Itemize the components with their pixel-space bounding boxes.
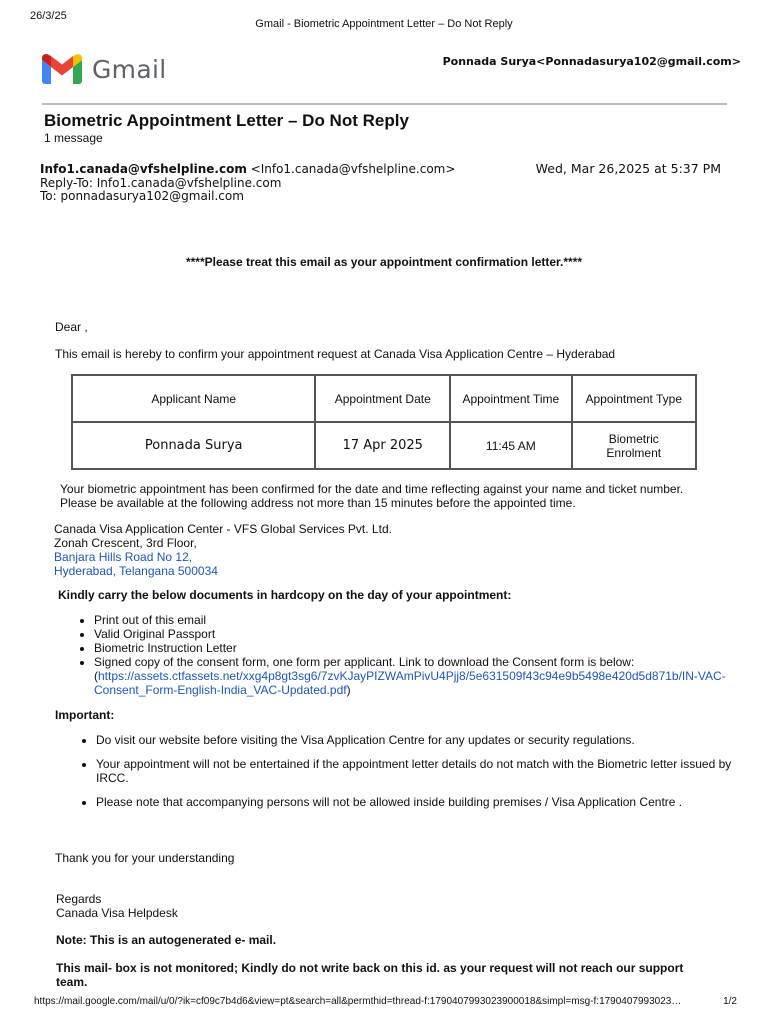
mailbox-notice: This mail- box is not monitored; Kindly do not write back on this id. as your request will not reach our support team. (56, 961, 684, 989)
list-item: • Valid Original Passport (94, 627, 734, 641)
important-heading: Important: (55, 708, 115, 722)
sender-address: <Info1.canada@vfshelpline.com> (246, 162, 456, 176)
documents-list (76, 613, 734, 697)
list-item: • Do visit our website before visiting the Visa Application Centre for any updates or security regulations. (96, 733, 736, 747)
vac-address (54, 522, 392, 578)
consent-form-text: Signed copy of the consent form, one form per applicant. Link to download the Consent form is below: (94, 655, 635, 669)
print-date: 26/3/25 (30, 10, 67, 22)
list-item: • Your appointment will not be entertained if the appointment letter details do not match with the Biometric letter issued by IRCC. (96, 757, 736, 785)
list-item (94, 655, 734, 697)
page-number: 1/2 (723, 996, 737, 1007)
link-paren-close: ) (346, 683, 351, 697)
print-url: https://mail.google.com/mail/u/0/?ik=cf09c7b4d6&view=pt&search=all&permthid=thread-f:1790407993023900018&simpl=msg-f:1790407993023… (34, 996, 682, 1007)
header-divider (42, 103, 727, 105)
address-line-3[interactable]: Banjara Hills Road No 12, (54, 550, 193, 564)
autogenerated-note: Note: This is an autogenerated e- mail. (56, 933, 277, 947)
gmail-wordmark: Gmail (92, 54, 167, 84)
greeting: Dear , (55, 320, 88, 334)
cell-applicant-name: Ponnada Surya (72, 422, 315, 469)
confirm-line: This email is hereby to confirm your appointment request at Canada Visa Application Centre – Hyderabad (55, 347, 616, 361)
link-paren-open: ( (94, 669, 98, 683)
list-item: • Please note that accompanying persons will not be allowed inside building premises / Visa Application Centre . (96, 795, 736, 809)
print-title: Gmail - Biometric Appointment Letter – Do Not Reply (255, 18, 513, 30)
cell-appointment-date: 17 Apr 2025 (315, 422, 450, 469)
account-identity: Ponnada Surya<Ponnadasurya102@gmail.com> (442, 55, 741, 68)
documents-heading: Kindly carry the below documents in hardcopy on the day of your appointment: (58, 588, 512, 602)
table-header-row (72, 375, 696, 422)
confirmed-paragraph: Your biometric appointment has been confirmed for the date and time reflecting against your name and ticket number. Please be available at the following address not more than 15 minutes before the appointed time. (60, 482, 684, 510)
cell-appointment-type: Biometric Enrolment (572, 422, 696, 469)
list-item: • Print out of this email (94, 613, 734, 627)
sent-date: Wed, Mar 26,2025 at 5:37 PM (535, 161, 721, 176)
gmail-logo[interactable] (42, 54, 166, 84)
recipient: To: ponnadasurya102@gmail.com (40, 189, 244, 203)
sender-block (40, 163, 455, 204)
address-line-4[interactable]: Hyderabad, Telangana 500034 (54, 564, 218, 578)
signature-line: Canada Visa Helpdesk (56, 906, 178, 920)
header-applicant-name: Applicant Name (72, 375, 315, 422)
confirmation-notice: ****Please treat this email as your appointment confirmation letter.**** (185, 255, 583, 269)
important-list (78, 733, 736, 819)
table-row (72, 422, 696, 469)
reply-to: Reply-To: Info1.canada@vfshelpline.com (40, 175, 282, 190)
cell-appointment-time: 11:45 AM (450, 422, 571, 469)
regards-line: Regards (56, 892, 102, 906)
header-appointment-time: Appointment Time (450, 375, 571, 422)
sender-name: Info1.canada@vfshelpline.com (40, 162, 247, 176)
list-item: • Biometric Instruction Letter (94, 641, 734, 655)
header-appointment-date: Appointment Date (315, 375, 450, 422)
address-line-2: Zonah Crescent, 3rd Floor, (54, 536, 197, 550)
gmail-m-icon (42, 54, 82, 84)
header-appointment-type: Appointment Type (572, 375, 696, 422)
message-count: 1 message (44, 131, 103, 145)
consent-form-link[interactable]: https://assets.ctfassets.net/xxg4p8gt3sg6/7zvKJayPIZWAmPivU4Pjj8/5e631509f43c94e9b5498e420d5d871b/IN-VAC-Consent_Form-English-India_VAC-Updated.pdf (94, 669, 726, 697)
email-subject: Biometric Appointment Letter – Do Not Reply (44, 111, 409, 130)
thanks-line: Thank you for your understanding (55, 851, 235, 865)
address-line-1: Canada Visa Application Center - VFS Global Services Pvt. Ltd. (54, 522, 392, 536)
appointment-table (71, 374, 697, 470)
